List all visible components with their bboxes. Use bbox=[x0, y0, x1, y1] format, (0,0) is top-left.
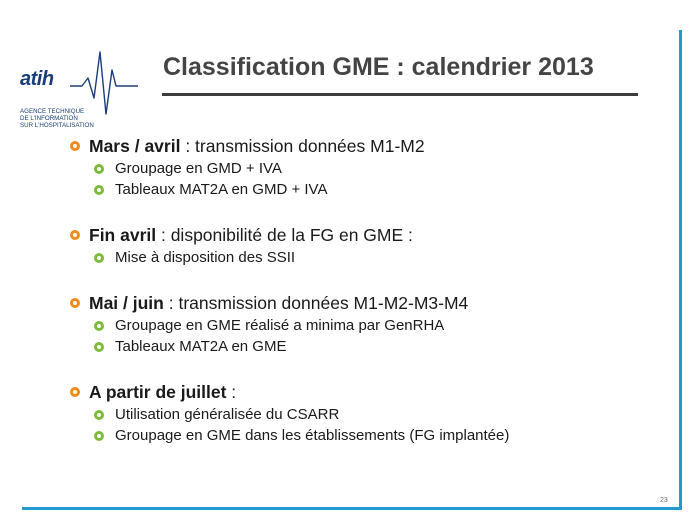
green-circle-bullet-icon bbox=[94, 342, 104, 352]
green-circle-bullet-icon bbox=[94, 253, 104, 263]
sub-item-text: Groupage en GMD + IVA bbox=[115, 160, 282, 177]
section-heading bbox=[70, 380, 670, 404]
sub-item bbox=[94, 247, 670, 268]
timeline-section bbox=[70, 134, 670, 200]
logo-tagline-line: SUR L'HOSPITALISATION bbox=[20, 122, 94, 129]
slide-content bbox=[70, 134, 670, 446]
slide-title: Classification GME : calendrier 2013 bbox=[163, 53, 594, 81]
timeline-section bbox=[70, 291, 670, 357]
section-heading bbox=[70, 291, 670, 315]
orange-circle-bullet-icon bbox=[70, 387, 80, 397]
logo-wordmark: atih bbox=[20, 68, 54, 90]
sub-item-text: Groupage en GME réalisé a minima par GenRHA bbox=[115, 317, 445, 334]
sub-item bbox=[94, 158, 670, 179]
timeline-section bbox=[70, 223, 670, 268]
orange-circle-bullet-icon bbox=[70, 298, 80, 308]
orange-circle-bullet-icon bbox=[70, 230, 80, 240]
orange-circle-bullet-icon bbox=[70, 141, 80, 151]
sub-item bbox=[94, 425, 670, 446]
sub-item bbox=[94, 315, 670, 336]
sub-item-text: Tableaux MAT2A en GME bbox=[115, 338, 287, 355]
section-heading-period: Mai / juin bbox=[89, 292, 164, 313]
sub-item-text: Tableaux MAT2A en GMD + IVA bbox=[115, 181, 328, 198]
section-heading-text: : disponibilité de la FG en GME : bbox=[156, 224, 413, 245]
sub-item-text: Groupage en GME dans les établissements (FG implantée) bbox=[115, 427, 510, 444]
logo-tagline-line: DE L'INFORMATION bbox=[20, 115, 78, 122]
sub-item-text: Utilisation généralisée du CSARR bbox=[115, 406, 340, 423]
sub-item bbox=[94, 179, 670, 200]
green-circle-bullet-icon bbox=[94, 185, 104, 195]
section-heading-text: : bbox=[226, 381, 237, 402]
frame-right-line bbox=[679, 30, 682, 510]
section-heading bbox=[70, 134, 670, 158]
atih-logo bbox=[18, 50, 138, 136]
green-circle-bullet-icon bbox=[94, 431, 104, 441]
green-circle-bullet-icon bbox=[94, 321, 104, 331]
green-circle-bullet-icon bbox=[94, 410, 104, 420]
section-heading-period: Mars / avril bbox=[89, 135, 181, 156]
section-heading bbox=[70, 223, 670, 247]
timeline-section bbox=[70, 380, 670, 446]
green-circle-bullet-icon bbox=[94, 164, 104, 174]
sub-item-text: Mise à disposition des SSII bbox=[115, 249, 296, 266]
section-heading-period: Fin avril bbox=[89, 224, 157, 245]
logo-tagline-line: AGENCE TECHNIQUE bbox=[20, 108, 85, 115]
section-heading-text: : transmission données M1-M2 bbox=[180, 135, 425, 156]
logo-tagline bbox=[20, 108, 130, 129]
page-number: 23 bbox=[660, 497, 668, 504]
frame-bottom-line bbox=[22, 507, 682, 510]
sub-item bbox=[94, 404, 670, 425]
section-heading-text: : transmission données M1-M2-M3-M4 bbox=[163, 292, 469, 313]
title-underline bbox=[162, 93, 638, 96]
sub-item bbox=[94, 336, 670, 357]
section-heading-period: A partir de juillet bbox=[89, 381, 227, 402]
